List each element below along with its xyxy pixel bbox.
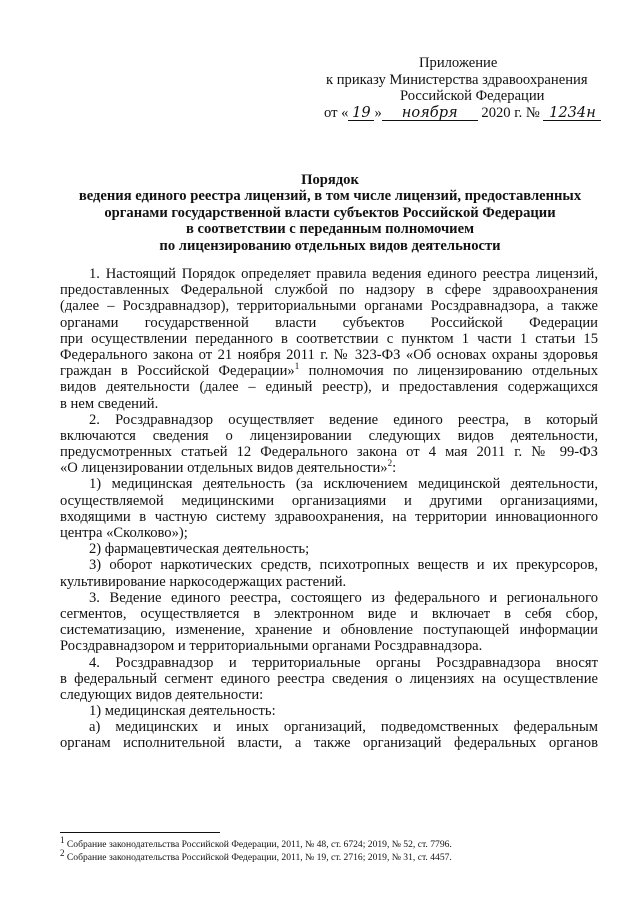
country-name: Российской Федерации	[400, 88, 545, 104]
order-reference: к приказу Министерства здравоохранения	[326, 71, 588, 88]
item-2-1-line: 1) медицинская деятельность (за исключением медицинской деятельности,	[89, 476, 598, 493]
title-line: по лицензированию отдельных видов деятельности	[159, 237, 501, 254]
paragraph-2-line: включаются сведения о лицензировании следующих видов деятельности,	[60, 427, 598, 444]
item-2-3-line: культивирование наркосодержащих растений.	[60, 573, 347, 590]
paragraph-2-line: «О лицензировании отдельных видов деятельности»$^2$:	[60, 458, 397, 477]
paragraph-1-line: органами государственной власти субъектов Российской Федерации	[60, 314, 598, 331]
paragraph-1-line: при осуществлении переданного в соответствии с пунктом 1 части 1 статьи 15	[60, 330, 598, 347]
paragraph-1-line: 1. Настоящий Порядок определяет правила ведения единого реестра лицензий,	[89, 266, 598, 282]
item-2-1-line: центра «Сколково»);	[60, 525, 188, 541]
paragraph-1-line: предоставленных Федеральной службой по надзору в сфере здравоохранения	[60, 282, 598, 299]
footnote-2: $^2$ Собрание законодательства Российской Федерации, 2011, № 19, ст. 2716; 2019, № 31, ст. 4457.	[60, 847, 452, 863]
title-line: ведения единого реестра лицензий, в том числе лицензий, предоставленных	[78, 188, 582, 205]
paragraph-3-line: Росздравнадзором и территориальными органами Росздравнадзора.	[60, 638, 483, 655]
date-prefix: от «	[324, 104, 349, 121]
paragraph-3-line: систематизацию, изменение, хранение и обновление поступающей информации	[60, 622, 598, 639]
paragraph-4-line: 4. Росздравнадзор и территориальные органы Росздравнадзора вносят	[89, 654, 598, 671]
year-and-number-label: 2020 г. №	[481, 104, 540, 121]
appendix-label: Приложение	[419, 55, 498, 71]
document-title	[60, 172, 600, 254]
handwritten-month: ноября	[382, 106, 478, 121]
footnote-1: $^1$ Собрание законодательства Российской Федерации, 2011, № 48, ст. 6724; 2019, № 52, ст. 7796.	[60, 834, 452, 850]
title-line: Порядок	[301, 172, 359, 188]
appendix-header	[320, 55, 620, 121]
handwritten-day: 19	[348, 106, 374, 121]
document-body	[60, 266, 598, 752]
item-2-2-line: 2) фармацевтическая деятельность;	[89, 541, 310, 558]
paragraph-3-line: 3. Ведение единого реестра, состоящего из федерального и регионального	[89, 589, 598, 606]
item-4-1a-line: а) медицинских и иных организаций, подведомственных федеральным	[89, 719, 598, 736]
paragraph-4-line: следующих видов деятельности:	[60, 686, 264, 703]
title-line: органами государственной власти субъектов Российской Федерации	[104, 204, 556, 221]
date-quote-close: »	[374, 104, 382, 121]
paragraph-1-line: Федерального закона от 21 ноября 2011 г. № 323-ФЗ «Об основах охраны здоровья	[60, 346, 598, 363]
paragraph-1-line: граждан в Российской Федерации»$^1$ полномочия по лицензированию отдельных	[60, 361, 599, 380]
item-4-1-line: 1) медицинская деятельность:	[89, 703, 276, 720]
paragraph-2-line: предусмотренных статьей 12 Федерального закона от 4 мая 2011 г. № 99-ФЗ	[60, 444, 598, 461]
footnote-ref-1: 1	[294, 361, 300, 372]
paragraph-4-line: в федеральный сегмент единого реестра сведения о лицензиях на осуществление	[60, 670, 598, 687]
item-2-1-line: осуществляемой медицинскими организациями и другими организациями,	[60, 492, 598, 509]
footnotes	[60, 834, 600, 864]
paragraph-1-line: (далее – Росздравнадзор), территориальными органами Росздравнадзора, а также	[60, 298, 598, 315]
item-4-1a-line: органам исполнительной власти, а также организаций федеральных органов	[60, 735, 598, 752]
handwritten-order-number: 1234н	[543, 106, 601, 121]
paragraph-3-line: сегментов, осуществляется в электронном виде и включает в себя сбор,	[60, 605, 598, 622]
order-date-line	[320, 105, 620, 122]
title-line: в соответствии с переданным полномочием	[185, 221, 475, 238]
paragraph-1-line: в нем сведений.	[60, 395, 159, 412]
footnote-ref-2: 2	[387, 458, 393, 469]
item-2-3-line: 3) оборот наркотических средств, психотропных веществ и их прекурсоров,	[89, 557, 598, 574]
item-2-1-line: входящими в частную систему здравоохранения, на территории инновационного	[60, 508, 598, 525]
paragraph-2-line: 2. Росздравнадзор осуществляет ведение единого реестра, в который	[89, 411, 598, 428]
footnote-divider	[60, 832, 220, 833]
paragraph-1-line: видов деятельности (далее – единый реестр), и предоставления содержащихся	[60, 379, 598, 396]
